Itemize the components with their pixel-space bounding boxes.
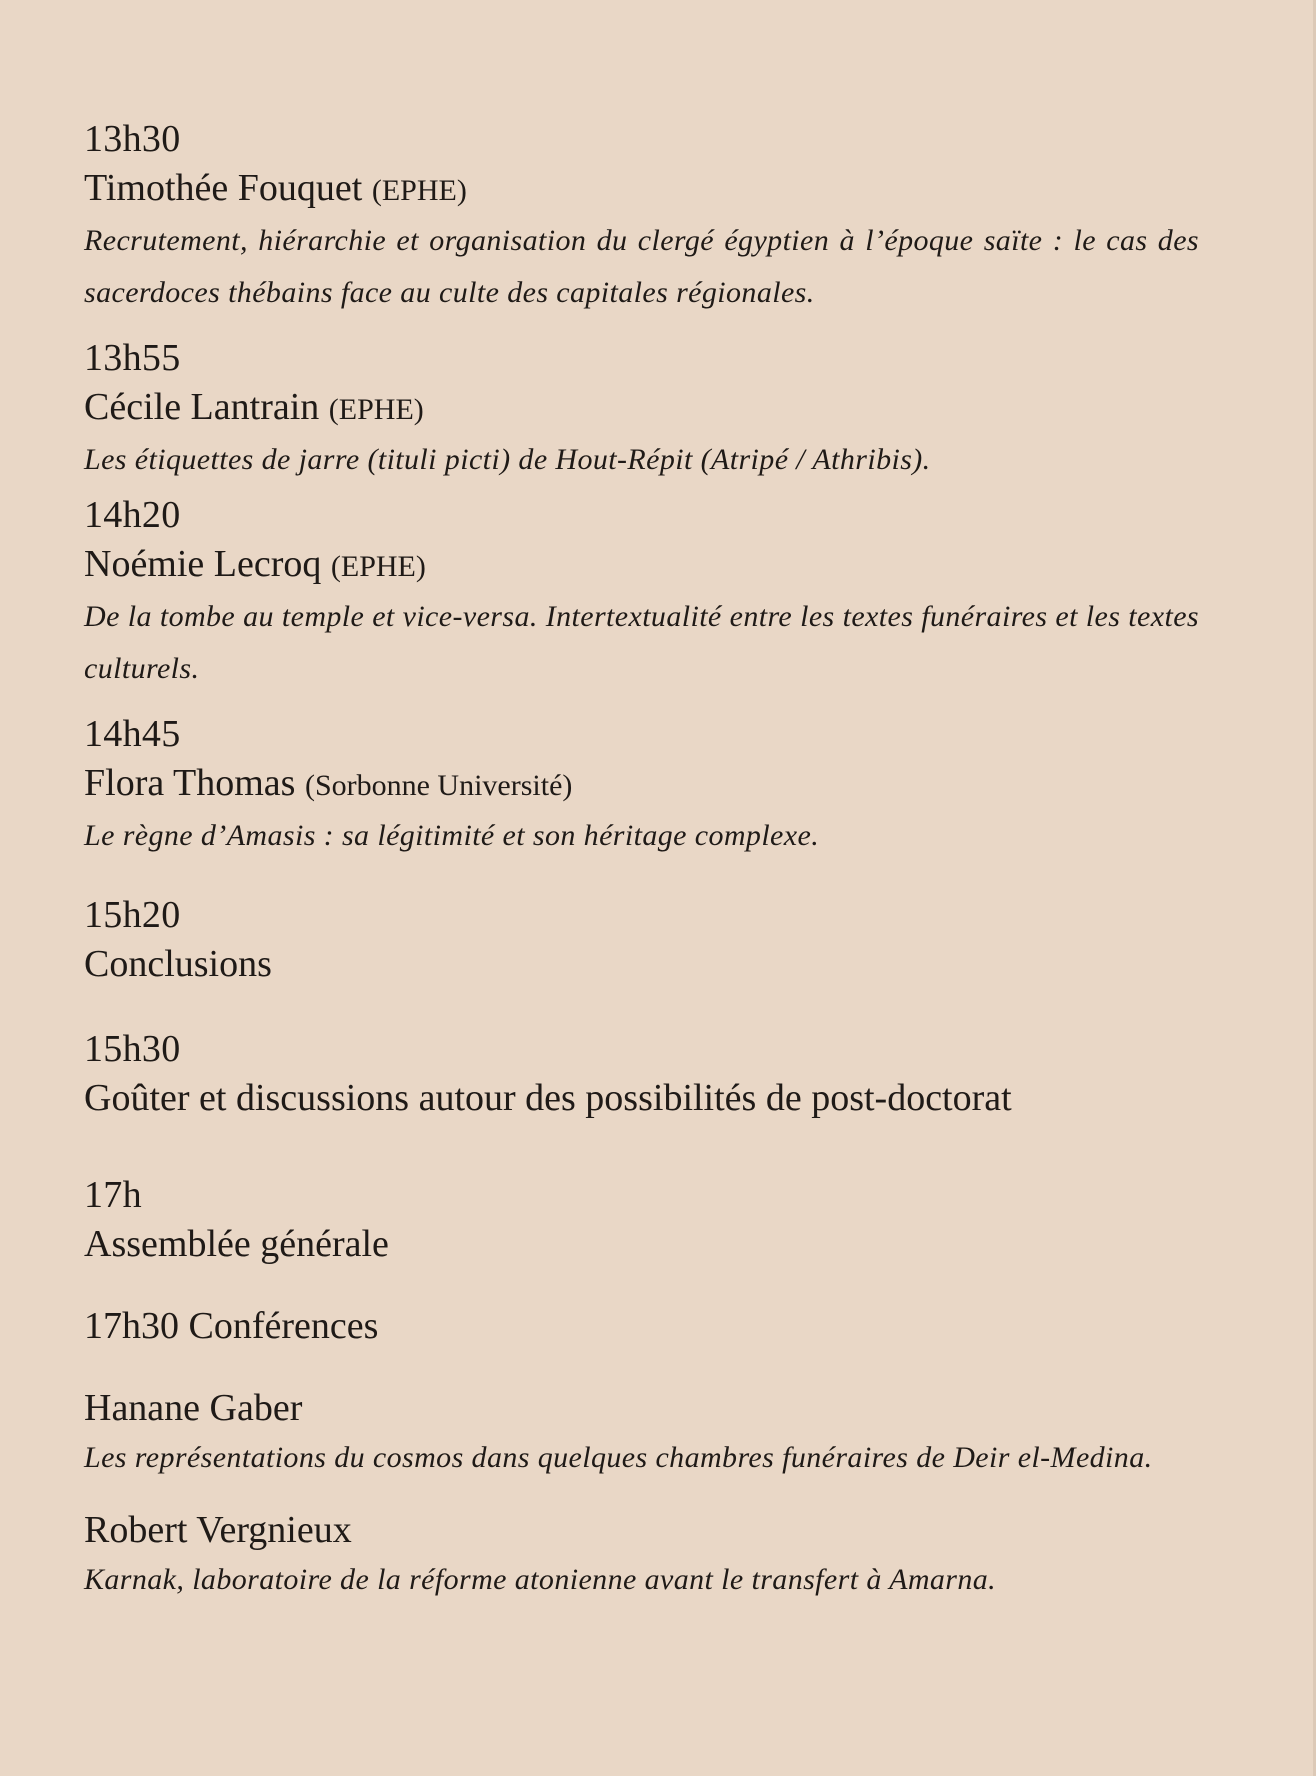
- assemblee-entry: [84, 1170, 1199, 1268]
- entry-title: Les étiquettes de jarre (tituli picti) de Hout-Répit (Atripé / Athribis).: [84, 443, 931, 476]
- entry-title: Le règne d’Amasis : sa légitimité et son héritage complexe.: [84, 819, 820, 852]
- conference-speaker: Hanane Gaber: [84, 1387, 303, 1429]
- conference-title: Karnak, laboratoire de la réforme atonienne avant le transfert à Amarna.: [84, 1563, 997, 1596]
- assemblee-label: Assemblée générale: [84, 1223, 389, 1265]
- conference-title: Les représentations du cosmos dans quelques chambres funéraires de Deir el-Medina.: [84, 1441, 1153, 1474]
- conference-entry: [84, 1506, 1199, 1606]
- program-content: [84, 114, 1199, 1606]
- program-entry: [84, 114, 1199, 319]
- entry-speaker-line: [84, 383, 1199, 434]
- program-entry: [84, 709, 1199, 862]
- program-entry: [84, 490, 1199, 695]
- entry-speaker: Timothée Fouquet: [84, 167, 363, 209]
- conference-entry: [84, 1384, 1199, 1484]
- entry-speaker-line: [84, 164, 1199, 215]
- entry-time: 13h55: [84, 337, 181, 379]
- conference-speaker: Robert Vergnieux: [84, 1509, 352, 1551]
- conclusions-entry: [84, 890, 1199, 988]
- conferences-heading: 17h30 Conférences: [84, 1305, 379, 1347]
- entry-affiliation: (EPHE): [330, 550, 426, 583]
- entry-time: 14h20: [84, 494, 181, 536]
- conclusions-label: Conclusions: [84, 943, 272, 985]
- entry-speaker: Flora Thomas: [84, 762, 296, 804]
- entry-speaker: Cécile Lantrain: [84, 386, 320, 428]
- entry-speaker-line: [84, 759, 1199, 810]
- assemblee-time: 17h: [84, 1174, 142, 1216]
- conclusions-time: 15h20: [84, 894, 181, 936]
- entry-speaker-line: [84, 540, 1199, 591]
- entry-title: De la tombe au temple et vice-versa. Intertextualité entre les textes funéraires et les textes culturels.: [84, 600, 1199, 685]
- program-entry: [84, 333, 1199, 486]
- entry-title: Recrutement, hiérarchie et organisation du clergé égyptien à l’époque saïte : le cas des sacerdoces thébains face au culte des capitales régionales.: [84, 224, 1199, 309]
- gouter-label: Goûter et discussions autour des possibilités de post-doctorat: [84, 1077, 1012, 1119]
- entry-affiliation: (EPHE): [328, 393, 424, 426]
- entry-time: 13h30: [84, 118, 181, 160]
- entry-affiliation: (Sorbonne Université): [304, 769, 573, 802]
- entry-speaker: Noémie Lecroq: [84, 543, 322, 585]
- gouter-entry: [84, 1024, 1199, 1122]
- gouter-time: 15h30: [84, 1028, 181, 1070]
- entry-time: 14h45: [84, 713, 181, 755]
- entry-affiliation: (EPHE): [371, 174, 467, 207]
